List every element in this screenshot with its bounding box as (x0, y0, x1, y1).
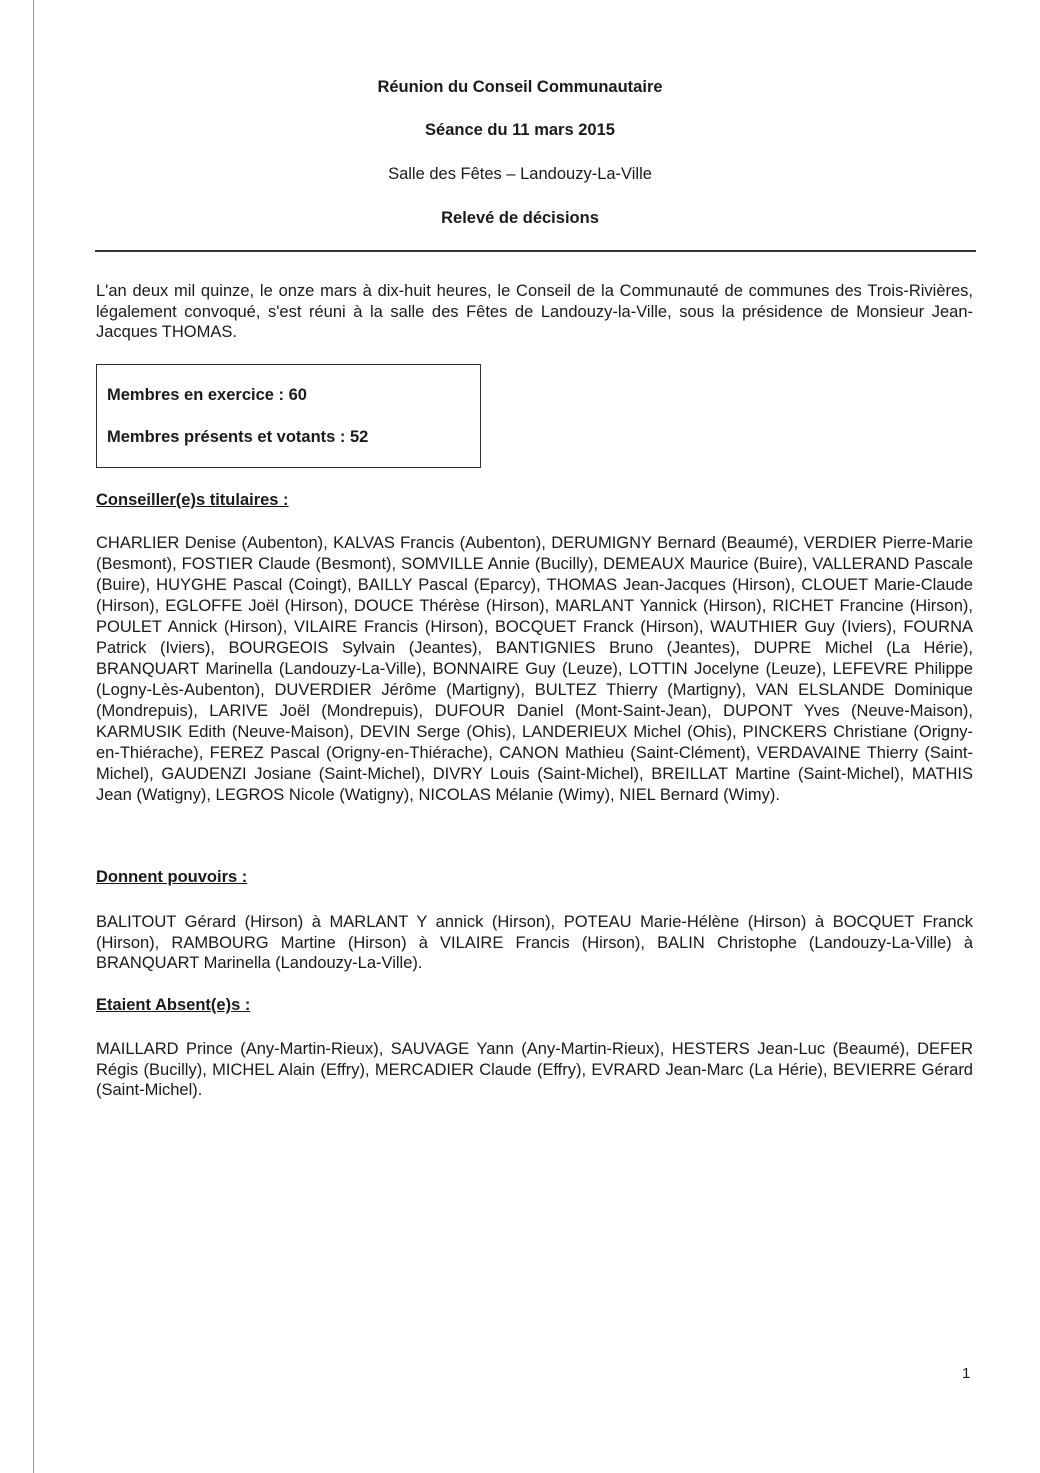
page-number: 1 (962, 1365, 971, 1382)
titulaires-heading: Conseiller(e)s titulaires : (96, 491, 289, 509)
header-divider (95, 250, 976, 252)
document-title: Réunion du Conseil Communautaire (377, 78, 663, 96)
pouvoirs-heading: Donnent pouvoirs : (96, 868, 248, 886)
meeting-location: Salle des Fêtes – Landouzy-La-Ville (388, 165, 652, 183)
pouvoirs-list: BALITOUT Gérard (Hirson) à MARLANT Y annick (Hirson), POTEAU Marie-Hélène (Hirson) à BOCQUET Franck (Hirson), RAMBOURG Martine (Hirson) à VILAIRE Francis (Hirson), BALIN Christophe (Landouzy-La-Ville) à BRANQUART Marinella (Landouzy-La-Ville). (96, 913, 973, 972)
members-en-exercice: Membres en exercice : 60 (107, 386, 307, 404)
absents-list: MAILLARD Prince (Any-Martin-Rieux), SAUVAGE Yann (Any-Martin-Rieux), HESTERS Jean-Luc (Beaumé), DEFER Régis (Bucilly), MICHEL Alain (Effry), MERCADIER Claude (Effry), EVRARD Jean-Marc (La Hérie), BEVIERRE Gérard (Saint-Michel). (96, 1040, 973, 1099)
members-box (96, 364, 481, 468)
titulaires-list: CHARLIER Denise (Aubenton), KALVAS Francis (Aubenton), DERUMIGNY Bernard (Beaumé), VERDIER Pierre-Marie (Besmont), FOSTIER Claude (Besmont), SOMVILLE Annie (Bucilly), DEMEAUX Maurice (Buire), VALLERAND Pascale (Buire), HUYGHE Pascal (Coingt), BAILLY Pascal (Eparcy), THOMAS Jean-Jacques (Hirson), CLOUET Marie-Claude (Hirson), EGLOFFE Joël (Hirson), DOUCE Thérèse (Hirson), MARLANT Yannick (Hirson), RICHET Francine (Hirson), POULET Annick (Hirson), VILAIRE Francis (Hirson), BOCQUET Franck (Hirson), WAUTHIER Guy (Iviers), FOURNA Patrick (Iviers), BOURGEOIS Sylvain (Jeantes), BANTIGNIES Bruno (Jeantes), DUPRE Michel (La Hérie), BRANQUART Marinella (Landouzy-La-Ville), BONNAIRE Guy (Leuze), LOTTIN Jocelyne (Leuze), LEFEVRE Philippe (Logny-Lès-Aubenton), DUVERDIER Jérôme (Martigny), BULTEZ Thierry (Martigny), VAN ELSLANDE Dominique (Mondrepuis), LARIVE Joël (Mondrepuis), DUFOUR Daniel (Mont-Saint-Jean), DUPONT Yves (Neuve-Maison), KARMUSIK Edith (Neuve-Maison), DEVIN Serge (Ohis), LANDERIEUX Michel (Ohis), PINCKERS Christiane (Origny-en-Thiérache), FEREZ Pascal (Origny-en-Thiérache), CANON Mathieu (Saint-Clément), VERDAVAINE Thierry (Saint-Michel), GAUDENZI Josiane (Saint-Michel), DIVRY Louis (Saint-Michel), BREILLAT Martine (Saint-Michel), MATHIS Jean (Watigny), LEGROS Nicole (Watigny), NICOLAS Mélanie (Wimy), NIEL Bernard (Wimy). (96, 534, 973, 804)
members-presents-votants: Membres présents et votants : 52 (107, 428, 369, 446)
absents-heading: Etaient Absent(e)s : (96, 996, 251, 1014)
session-date: Séance du 11 mars 2015 (425, 121, 615, 139)
intro-paragraph: L'an deux mil quinze, le onze mars à dix-huit heures, le Conseil de la Communauté de communes des Trois-Rivières, légalement convoqué, s'est réuni à la salle des Fêtes de Landouzy-la-Ville, sous la présidence de Monsieur Jean-Jacques THOMAS. (96, 282, 973, 341)
decisions-heading: Relevé de décisions (441, 209, 599, 227)
